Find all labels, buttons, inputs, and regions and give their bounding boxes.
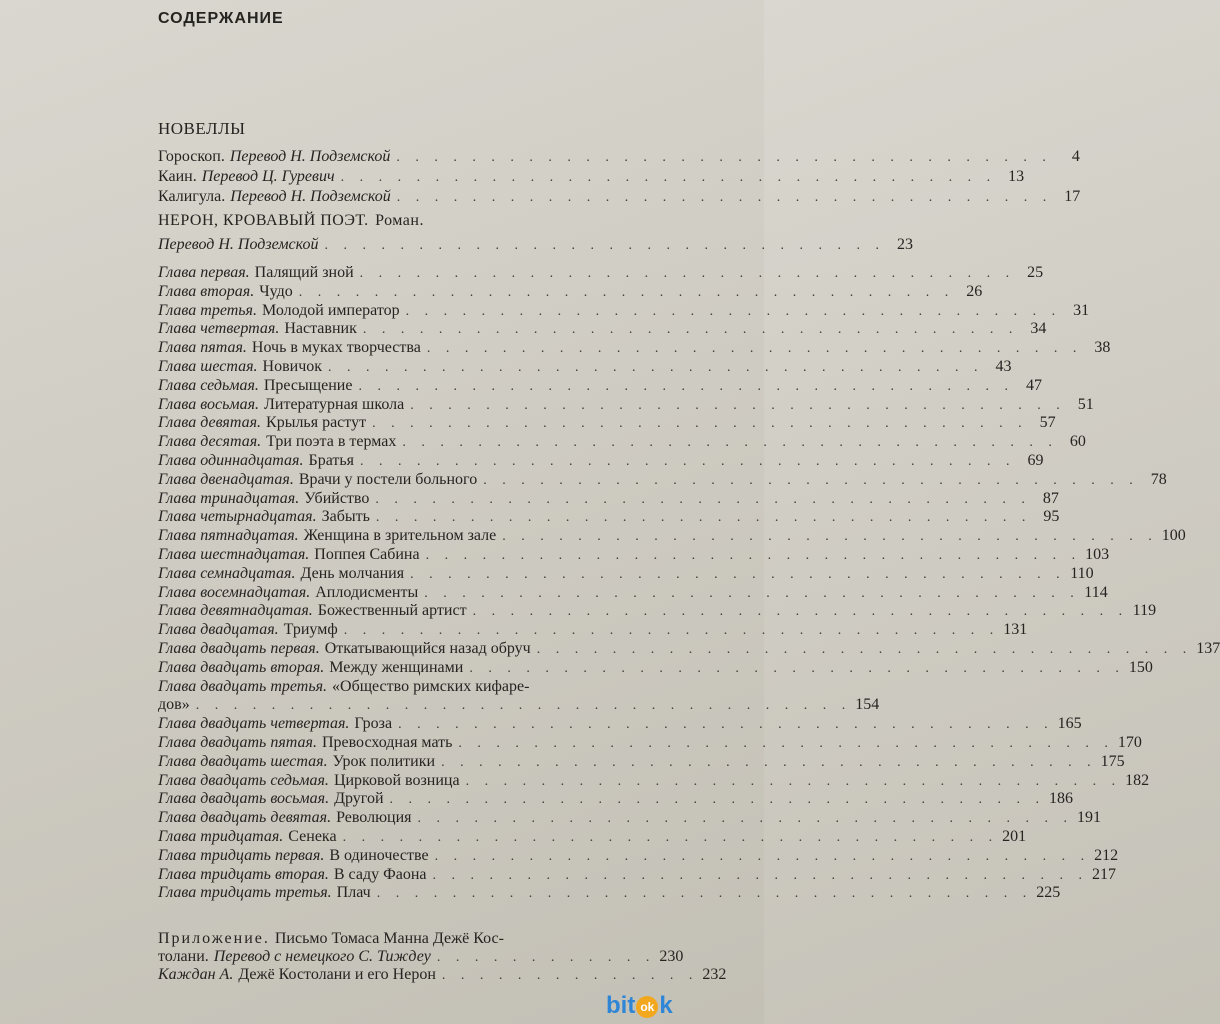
chapter-title: Аплодисменты [315,583,419,601]
chapter-label: Глава двенадцатая. [158,470,294,488]
novella-translator: Перевод Н. Подземской [230,188,391,205]
chapter-entry [158,583,1108,604]
chapter-title: Ночь в муках творчества [251,339,421,357]
page-number: 47 [1025,376,1042,394]
appendix-continued: толани. [158,948,209,965]
chapter-entry [158,865,1116,886]
chapter-label: Глава двадцать четвертая. [158,715,350,733]
chapter-entry [158,715,1082,735]
chapter-label: Глава тридцать вторая. [158,865,329,883]
chapter-title: Божественный артист [317,602,467,620]
chapter-entry [158,301,1090,322]
chapter-entry [158,376,1042,397]
chapter-entry [158,696,880,716]
chapter-title: Другой [334,790,384,808]
chapter-title: Пресыщение [263,376,353,394]
chapter-title: Цирковой возница [333,771,460,789]
leader-dots: . . . . . . . . . . . . . . . . . . . . . . . . . . . . . . . . . . . [359,266,1016,281]
leader-dots: . . . . . . . . . . . . . . . . . . . . . . . . . . . . . . . . . . . [396,190,1053,205]
novella-title: Гороскоп. [158,148,225,165]
chapter-entry [158,640,1220,660]
chapter-entry [158,470,1167,491]
chapter-label: Глава двадцать вторая. [158,658,325,676]
chapter-entry [158,358,1012,378]
chapter-title: Палящий зной [254,264,354,281]
chapter-title: Сенека [288,828,337,845]
chapter-entry [158,602,1157,622]
leader-dots: . . . . . . . . . . . . . . . . . . . . . . . . . . . . . . . . . . . [483,472,1139,488]
chapter-title: Врачи у постели больного [298,470,478,488]
leader-dots: . . . . . . . . . . . . . . . . . . . . . . . . . . . . . . . . . . . [536,642,1193,657]
toc-entry [158,188,1081,208]
page-number: 137 [1196,640,1220,657]
chapter-label: Глава вторая. [158,282,255,300]
appendix-translator: Перевод с немецкого С. Тиждеу [213,948,431,965]
page-number: 182 [1125,771,1150,789]
watermark-logo [606,992,673,1020]
page-number: 87 [1042,489,1059,507]
chapter-label: Глава шестнадцатая. [158,546,310,563]
chapter-label: Глава двадцатая. [158,621,279,639]
leader-dots: . . . . . . . . . . . . . . . . . . . . . . . . . . . . . . . . . . . [405,303,1062,319]
novel-title: НЕРОН, КРОВАВЫЙ ПОЭТ. [158,212,369,229]
leader-dots: . . . . . . . . . . . . . . . . . . . . . . . . . . . . . . . . . . . [360,454,1016,469]
page-number: 26 [966,282,983,300]
novella-translator: Перевод Н. Подземской [229,148,391,165]
watermark-text: bit [606,992,636,1019]
page-number: 69 [1027,452,1044,469]
page-number: 78 [1150,470,1167,488]
leader-dots: . . . . . . . . . . . . . . . . . . . . . . . . . . . . . . [324,238,885,253]
chapter-label: Глава девятая. [158,414,262,432]
page-number: 175 [1100,752,1125,770]
page-number: 17 [1064,188,1081,205]
page-number: 60 [1069,433,1086,451]
appendix-line-1 [158,930,650,950]
leader-dots: . . . . . . . . . . . . . . . . . . . . . . . . . . . . . . . . . . . [340,170,997,185]
page-number: 25 [1027,264,1044,281]
chapter-entry [158,395,1094,416]
chapter-entry [158,320,1047,340]
leader-dots: . . . . . . . . . . . . . . . . . . . . . . . . . . . . . . . . . . . [195,698,852,714]
novella-title: Калигула. [158,188,226,205]
chapter-title: Урок политики [332,752,436,770]
leader-dots: . . . . . . . . . . . . . . . . . . . . . . . . . . . . . . . . . . . [372,416,1028,432]
chapter-label: Глава четырнадцатая. [158,508,317,526]
leader-dots: . . . . . . . . . . . . . . . . . . . . . . . . . . . . . . . . . . . [458,736,1114,751]
chapter-label: Глава седьмая. [158,376,259,394]
leader-dots: . . . . . . . . . . . . . . . . . . . . . . . . . . . . . . . . . . . [417,811,1074,827]
page-number: 110 [1070,564,1094,582]
chapter-entry [158,452,1044,472]
chapter-label: Глава двадцать первая. [158,640,320,657]
page-number: 57 [1039,414,1056,432]
chapter-title: Между женщинами [329,658,464,676]
leader-dots: . . . . . . . . . . . . . . . . . . . . . . . . . . . . . . . . . . . [376,886,1033,902]
chapter-label: Глава третья. [158,301,257,319]
page-number: 212 [1094,846,1119,864]
page-number: 230 [659,948,684,965]
chapter-entry [158,621,1028,641]
chapter-entry [158,828,1027,848]
chapter-entry [158,564,1094,585]
chapter-entry [158,414,1056,434]
page-number: 154 [855,696,880,714]
appendix-title: Письмо Томаса Манна Дежё Кос- [274,930,504,947]
page-number: 100 [1161,527,1186,545]
chapter-title: Триумф [283,621,338,639]
page-number: 131 [1003,621,1028,639]
chapter-title: В саду Фаона [333,865,427,883]
leader-dots: . . . . . . . . . . . . . . . . . . . . . . . . . . . . . . . . . . . [434,848,1091,864]
leader-dots: . . . . . . . . . . . . . . . . . . . . . . . . . . . . . . . . . . . [425,548,1082,563]
chapter-entry [158,489,1059,510]
page-number: 34 [1030,320,1047,338]
page-number: 217 [1092,865,1116,883]
page-number: 95 [1043,508,1060,526]
chapter-entry [158,508,1060,528]
chapter-title: Литературная школа [264,395,405,413]
chapter-label: Глава восьмая. [158,395,260,413]
page-number: 43 [995,358,1012,375]
leader-dots: . . . . . . . . . . . . . . . . . . . . . . . . . . . . . . . . . . . [410,397,1066,413]
page-number: 114 [1084,583,1108,601]
leader-dots: . . . . . . . . . . . . . . . . . . . . . . . . . . . . . . . . . . . [472,604,1129,620]
page-number: 51 [1077,395,1094,413]
page-number: 201 [1002,828,1027,845]
leader-dots: . . . . . . . . . . . . [436,950,656,965]
page-number: 225 [1036,884,1061,902]
chapter-entry [158,527,1186,547]
chapter-label: Глава двадцать седьмая. [158,771,329,789]
chapter-title: Женщина в зрительном зале [303,527,497,545]
chapter-label: Глава одиннадцатая. [158,452,304,469]
chapter-label: Глава десятая. [158,433,262,451]
chapter-label: Глава девятнадцатая. [158,602,313,620]
chapter-title: Революция [336,809,412,827]
leader-dots: . . . . . . . . . . . . . . . . . . . . . . . . . . . . . . . . . . . [362,322,1019,338]
appendix-line-3 [158,966,727,986]
appendix-label: Приложение. [158,930,270,947]
leader-dots: . . . . . . . . . . . . . . . . . . . . . . . . . . . . . . . . . . . [502,529,1158,545]
chapter-label: Глава тридцать третья. [158,884,332,902]
leader-dots: . . . . . . . . . . . . . . . . . . . . . . . . . . . . . . . . . . . [358,378,1014,394]
chapter-label: Глава двадцать шестая. [158,752,328,770]
chapter-title: Превосходная мать [321,734,453,751]
article-author: Каждан А. [158,966,234,983]
chapter-title: Братья [308,452,355,469]
novel-translator-line [158,236,913,256]
chapter-title: В одиночестве [329,846,429,864]
chapter-label: Глава восемнадцатая. [158,583,311,601]
chapter-title: День молчания [300,564,405,582]
leader-dots: . . . . . . . . . . . . . . . . . . . . . . . . . . . . . . . . . . . [389,792,1046,808]
chapter-title: Наставник [284,320,357,338]
chapter-title: Поппея Сабина [314,546,420,563]
page-number: 119 [1132,602,1157,620]
leader-dots: . . . . . . . . . . . . . . . . . . . . . . . . . . . . . . . . . . . [375,491,1031,507]
leader-dots: . . . . . . . . . . . . . . . . . . . . . . . . . . . . . . . . . . . [426,341,1083,357]
page-number: 4 [1071,148,1080,165]
leader-dots: . . . . . . . . . . . . . . . . . . . . . . . . . . . . . . . . . . . [465,773,1122,789]
chapter-label: Глава шестая. [158,358,258,375]
novella-title: Каин. [158,168,197,185]
chapter-label: Глава двадцать пятая. [158,734,317,751]
page-number: 165 [1057,715,1082,733]
page-number: 31 [1073,301,1090,319]
chapter-title: «Общество римских кифаре- [332,677,530,695]
novel-genre: Роман. [375,212,424,229]
chapter-label: Глава пятая. [158,339,247,357]
chapter-label: Глава тринадцатая. [158,489,300,507]
coin-icon: ok [636,996,658,1018]
page-title: СОДЕРЖАНИЕ [158,10,284,27]
novel-translator: Перевод Н. Подземской [158,236,319,253]
leader-dots: . . . . . . . . . . . . . . . . . . . . . . . . . . . . . . . . . . . [342,830,999,845]
leader-dots: . . . . . . . . . . . . . . . . . . . . . . . . . . . . . . . . . . . [432,867,1088,883]
page-number: 232 [702,966,727,983]
leader-dots: . . . . . . . . . . . . . . . . . . . . . . . . . . . . . . . . . . . [396,150,1052,165]
chapter-title: Плач [336,884,371,902]
chapter-label: Глава первая. [158,264,250,281]
page-number: 13 [1008,168,1025,185]
chapter-entry [158,790,1074,810]
leader-dots: . . . . . . . . . . . . . . . . . . . . . . . . . . . . . . . . . . . [398,717,1054,733]
leader-dots: . . . . . . . . . . . . . . . . . . . . . . . . . . . . . . . . . . . [328,360,984,375]
leader-dots: . . . . . . . . . . . . . . . . . . . . . . . . . . . . . . . . . . . [375,510,1032,526]
chapter-title: Новичок [262,358,323,375]
chapter-label: Глава семнадцатая. [158,564,296,582]
chapter-entry [158,846,1119,867]
chapter-entry [158,809,1102,829]
novel-heading [158,212,424,230]
chapter-title: Молодой император [261,301,400,319]
page-number: 186 [1049,790,1074,808]
article-title: Дежё Костолани и его Нерон [238,966,436,983]
leader-dots: . . . . . . . . . . . . . . . . . . . . . . . . . . . . . . . . . . . [469,660,1125,676]
chapter-label: Глава двадцать третья. [158,677,328,695]
chapter-title: Убийство [304,489,370,507]
chapter-label: Глава четвертая. [158,320,280,338]
chapter-title: Забыть [321,508,370,526]
chapter-entry [158,282,983,303]
chapter-label: Глава тридцать первая. [158,846,325,864]
chapter-entry [158,884,1061,904]
leader-dots: . . . . . . . . . . . . . . . . . . . . . . . . . . . . . . . . . . . [402,435,1058,451]
chapter-entry [158,433,1086,453]
chapter-label: Глава пятнадцатая. [158,527,299,545]
toc-entry [158,168,1025,188]
chapter-entry [158,771,1150,792]
appendix-line-2 [158,948,684,968]
chapter-entry [158,678,650,698]
chapter-title: Гроза [354,715,393,733]
page-number: 191 [1077,809,1102,827]
novella-translator: Перевод Ц. Гуревич [201,168,335,185]
page-number: 170 [1117,734,1142,751]
chapter-entry [158,734,1142,754]
chapter-label: Глава двадцать девятая. [158,809,332,827]
novellas-heading: НОВЕЛЛЫ [158,119,246,138]
chapter-label: Глава тридцатая. [158,828,284,845]
chapter-entry [158,264,1044,284]
page-number: 150 [1128,658,1153,676]
chapter-title: Крылья растут [266,414,367,432]
leader-dots: . . . . . . . . . . . . . . . . . . . . . . . . . . . . . . . . . . . [441,754,1097,770]
chapter-entry [158,658,1153,679]
chapter-entry [158,546,1110,566]
chapter-title: дов» [158,696,190,714]
leader-dots: . . . . . . . . . . . . . . . . . . . . . . . . . . . . . . . . . . . [298,284,955,300]
chapter-entry [158,339,1111,359]
chapter-entry [158,752,1125,773]
leader-dots: . . . . . . . . . . . . . . . . . . . . . . . . . . . . . . . . . . . [410,566,1066,582]
leader-dots: . . . . . . . . . . . . . . . . . . . . . . . . . . . . . . . . . . . [343,623,1000,639]
page-number: 103 [1085,546,1110,563]
watermark-text-end: k [659,992,673,1019]
chapter-title: Откатывающийся назад обруч [324,640,531,657]
chapter-title: Три поэта в термах [266,433,397,451]
toc-entry [158,148,1080,168]
leader-dots: . . . . . . . . . . . . . . . . . . . . . . . . . . . . . . . . . . . [424,585,1080,601]
page-number: 23 [897,236,913,253]
chapter-label: Глава двадцать восьмая. [158,790,330,808]
leader-dots: . . . . . . . . . . . . . . [441,968,699,983]
chapter-title: Чудо [259,282,293,300]
page-number: 38 [1094,339,1111,357]
